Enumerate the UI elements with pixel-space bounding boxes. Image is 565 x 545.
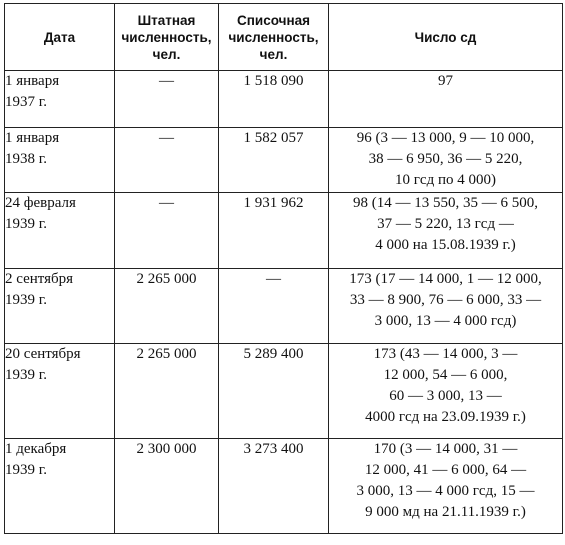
divisions-line: 38 — 6 950, 36 — 5 220, — [368, 151, 523, 167]
table-row — [5, 269, 563, 344]
header-date — [5, 4, 115, 71]
header-line: чел. — [259, 46, 288, 62]
header-line: чел. — [152, 46, 181, 62]
date-cell — [5, 128, 115, 193]
date-line: 1 января — [5, 73, 60, 89]
divisions-line: 97 — [438, 73, 453, 89]
staff-cell: 2 265 000 — [115, 269, 219, 344]
divisions-line: 10 гсд по 4 000) — [395, 172, 496, 188]
staff-cell: — — [115, 128, 219, 193]
date-line: 1939 г. — [5, 367, 47, 383]
roster-cell: 5 289 400 — [219, 344, 329, 439]
header-roster-strength — [219, 4, 329, 71]
header-line: численность, — [121, 29, 212, 45]
date-line: 1939 г. — [5, 216, 47, 232]
header-line: Число сд — [414, 29, 477, 45]
divisions-line: 96 (3 — 13 000, 9 — 10 000, — [356, 130, 535, 146]
divisions-line: 3 000, 13 — 4 000 гсд) — [374, 313, 517, 329]
date-line: 20 сентября — [5, 346, 81, 362]
divisions-line: 98 (14 — 13 550, 35 — 6 500, — [353, 195, 538, 211]
roster-cell: 1 518 090 — [219, 71, 329, 128]
date-cell — [5, 71, 115, 128]
divisions-cell — [329, 71, 563, 128]
date-line: 1939 г. — [5, 292, 47, 308]
table-row — [5, 193, 563, 269]
date-line: 24 февраля — [5, 195, 76, 211]
divisions-line: 33 — 8 900, 76 — 6 000, 33 — — [349, 292, 542, 308]
divisions-cell — [329, 344, 563, 439]
header-staff-strength — [115, 4, 219, 71]
divisions-line: 9 000 мд на 21.11.1939 г.) — [365, 504, 526, 520]
date-cell — [5, 269, 115, 344]
date-line: 1939 г. — [5, 462, 47, 478]
divisions-line: 12 000, 54 — 6 000, — [383, 367, 508, 383]
staff-cell: 2 265 000 — [115, 344, 219, 439]
roster-cell: — — [219, 269, 329, 344]
divisions-line: 12 000, 41 — 6 000, 64 — — [364, 462, 527, 478]
divisions-line: 173 (17 — 14 000, 1 — 12 000, — [349, 271, 542, 287]
divisions-line: 60 — 3 000, 13 — — [389, 388, 502, 404]
roster-cell: 3 273 400 — [219, 439, 329, 534]
date-line: 1937 г. — [5, 94, 47, 110]
divisions-line: 170 (3 — 14 000, 31 — — [373, 441, 518, 457]
divisions-cell — [329, 269, 563, 344]
divisions-cell — [329, 439, 563, 534]
header-line: Дата — [43, 29, 76, 45]
table-row — [5, 128, 563, 193]
staff-cell: — — [115, 193, 219, 269]
staff-cell: 2 300 000 — [115, 439, 219, 534]
date-cell — [5, 439, 115, 534]
date-line: 1 декабря — [5, 441, 67, 457]
header-row — [5, 4, 563, 71]
strength-table — [4, 3, 563, 534]
date-line: 1 января — [5, 130, 60, 146]
divisions-cell — [329, 128, 563, 193]
divisions-line: 173 (43 — 14 000, 3 — — [373, 346, 518, 362]
divisions-line: 3 000, 13 — 4 000 гсд, 15 — — [356, 483, 535, 499]
table-row — [5, 344, 563, 439]
roster-cell: 1 582 057 — [219, 128, 329, 193]
staff-cell: — — [115, 71, 219, 128]
divisions-line: 4 000 на 15.08.1939 г.) — [375, 237, 516, 253]
header-division-count — [329, 4, 563, 71]
divisions-line: 4000 гсд на 23.09.1939 г.) — [365, 409, 526, 425]
roster-cell: 1 931 962 — [219, 193, 329, 269]
header-line: Списочная — [237, 12, 310, 28]
date-line: 2 сентября — [5, 271, 74, 287]
table-row — [5, 439, 563, 534]
header-line: численность, — [228, 29, 319, 45]
header-line: Штатная — [137, 12, 196, 28]
date-line: 1938 г. — [5, 151, 47, 167]
divisions-line: 37 — 5 220, 13 гсд — — [377, 216, 514, 232]
date-cell — [5, 193, 115, 269]
divisions-cell — [329, 193, 563, 269]
table-row — [5, 71, 563, 128]
date-cell — [5, 344, 115, 439]
